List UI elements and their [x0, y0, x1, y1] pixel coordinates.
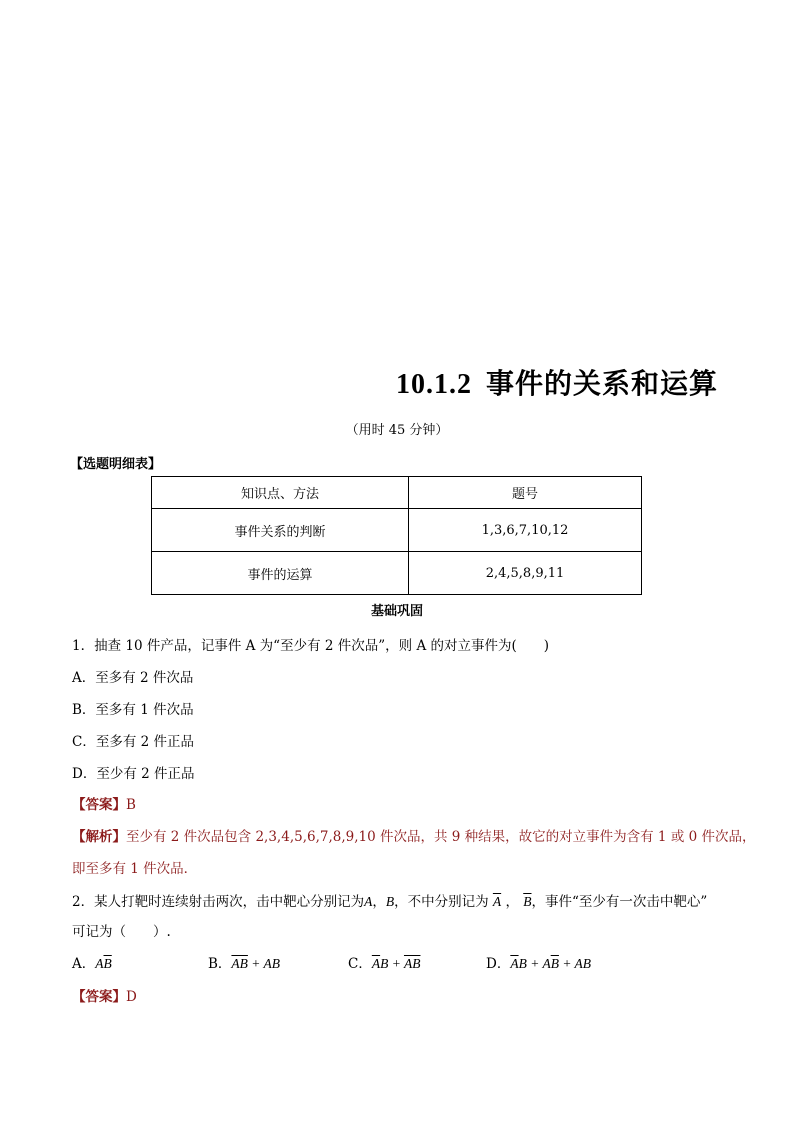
- question-1-option-c: C．至多有 2 件正品: [72, 734, 195, 750]
- table-heading: 【选题明细表】: [70, 457, 162, 472]
- time-note: （用时 45 分钟）: [345, 423, 449, 438]
- question-1-analysis: [72, 825, 756, 845]
- var-a: A: [364, 894, 373, 909]
- question-1-analysis-cont: 即至多有 1 件次品．: [72, 861, 198, 877]
- question-1-option-b: B．至多有 1 件次品: [72, 702, 194, 718]
- question-selection-table: [151, 476, 642, 595]
- question-2-option-a: A．$A\overline{B}$: [72, 956, 112, 972]
- table-cell: 2,4,5,8,9,11: [409, 552, 642, 595]
- stem-text: 2．某人打靶时连续射击两次，击中靶心分别记为: [72, 894, 365, 910]
- table-cell: 事件关系的判断: [152, 509, 409, 552]
- var-b: B: [385, 894, 395, 909]
- column-header: 知识点、方法: [152, 477, 409, 509]
- table-header-row: [152, 477, 642, 509]
- question-1-answer: [72, 793, 136, 813]
- sep: ，: [372, 894, 386, 910]
- var-b-bar: $\overline{B}$: [523, 894, 532, 909]
- question-1-stem: 1．抽查 10 件产品，记事件 A 为“至少有 2 件次品”，则 A 的对立事件为( ): [72, 638, 550, 654]
- question-1-option-a: A．至多有 2 件次品: [72, 670, 194, 686]
- section-number: 10.1.2: [395, 369, 472, 400]
- section-title: 事件的关系和运算: [485, 367, 718, 400]
- answer-label: 【答案】: [72, 797, 126, 813]
- table-row: [152, 552, 642, 595]
- analysis-text: 至少有 2 件次品包含 2,3,4,5,6,7,8,9,10 件次品，共 9 种结果，故它的对立事件为含有 1 或 0 件次品，: [126, 829, 756, 845]
- table-row: [152, 509, 642, 552]
- question-2-option-c: C．$\overline{A}B + \overline{AB}$: [348, 956, 421, 972]
- table-cell: 事件的运算: [152, 552, 409, 595]
- stem-text: ，事件“至少有一次击中靶心”: [531, 894, 708, 910]
- option-label: D．: [486, 956, 511, 972]
- answer-value: D: [126, 989, 137, 1005]
- stem-text: ，不中分别记为: [394, 894, 489, 910]
- section-heading: 基础巩固: [370, 604, 423, 619]
- sep: ，: [505, 894, 519, 910]
- question-1-option-d: D．至少有 2 件正品: [72, 766, 195, 782]
- answer-value: B: [126, 797, 136, 813]
- column-header: 题号: [409, 477, 642, 509]
- option-label: A．: [72, 956, 96, 972]
- analysis-label: 【解析】: [72, 829, 126, 845]
- option-label: C．: [348, 956, 372, 972]
- var-a-bar: $\overline{A}$: [492, 894, 502, 909]
- question-2-option-b: B．$\overline{AB}$ + AB: [208, 956, 281, 972]
- option-label: B．: [208, 956, 232, 972]
- question-2-stem-cont: 可记为（ ）.: [72, 924, 171, 940]
- question-2-answer: [72, 985, 137, 1005]
- answer-label: 【答案】: [72, 989, 126, 1005]
- question-2-stem: [72, 890, 707, 910]
- question-2-option-d: D．$\overline{A}B + A\overline{B}$ + AB: [486, 956, 592, 972]
- table-cell: 1,3,6,7,10,12: [409, 509, 642, 552]
- page-title: [0, 362, 718, 402]
